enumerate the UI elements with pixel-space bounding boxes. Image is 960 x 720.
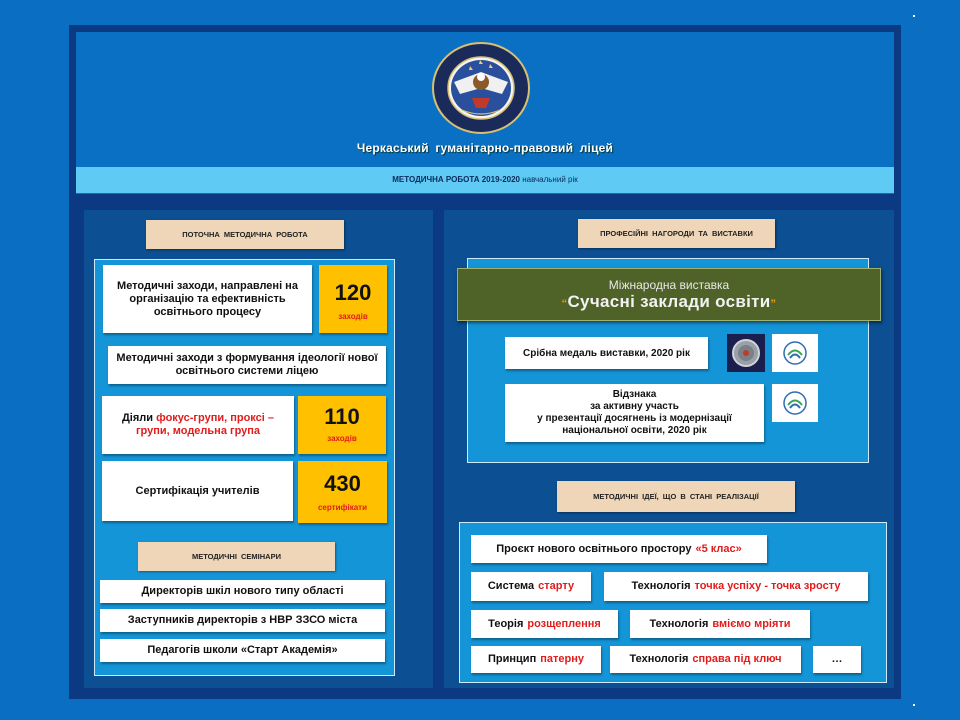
idea-tech3-highlight: справа під ключ (692, 653, 782, 665)
distinction-card: Відзнака за активну участь у презентації досягнень із модернізації національної освіти, 2020 рік (505, 384, 764, 442)
events-count-box (319, 265, 387, 333)
focus-groups-card (102, 396, 294, 454)
quote-open: “ (561, 298, 568, 310)
idea-system-card (471, 572, 591, 601)
ideology-events-card: Методичні заходи з формування ідеології нової освітнього системи ліцею (108, 346, 386, 384)
seminars-label: МЕТОДИЧНІ СЕМІНАРИ (138, 542, 335, 571)
corner-dot (913, 704, 915, 706)
idea-system-prefix: Система (487, 580, 535, 592)
idea-more-card: … (813, 646, 861, 673)
certificates-count: 430 (324, 471, 361, 496)
idea-project-highlight: «5 клас» (695, 542, 742, 555)
idea-tech1-highlight: точка успіху - точка зросту (694, 580, 841, 592)
idea-principle-highlight: патерну (540, 653, 584, 665)
idea-theory-highlight: розщеплення (527, 617, 601, 630)
idea-principle-prefix: Принцип (488, 653, 537, 665)
methodical-events-card: Методичні заходи, направлені на організацію та ефективність освітнього процесу (103, 265, 312, 333)
exhibition-name-text: Сучасні заклади освіти (567, 292, 771, 311)
idea-tech1-prefix: Технологія (631, 580, 691, 592)
quote-close: ” (770, 298, 777, 310)
current-work-label: ПОТОЧНА МЕТОДИЧНА РОБОТА (146, 220, 344, 249)
certificates-count-box (298, 461, 387, 523)
idea-tech3-card (610, 646, 801, 673)
idea-principle-card (471, 646, 601, 673)
banner-title: МЕТОДИЧНА РОБОТА 2019-2020 (392, 175, 523, 184)
certificates-unit: сертифікати (317, 503, 368, 512)
idea-tech3-prefix: Технологія (629, 653, 689, 665)
seminar-item: Директорів шкіл нового типу області (100, 580, 385, 603)
international-exhibition (457, 268, 881, 321)
focus-groups-highlight: фокус-групи, проксі – групи, модельна група (135, 412, 275, 437)
idea-theory-card (471, 610, 618, 638)
seminar-item: Заступників директорів з НВР ЗЗСО міста (100, 609, 385, 632)
groups-count: 110 (324, 404, 360, 429)
idea-theory-prefix: Теорія (488, 617, 524, 630)
methodical-work-banner (76, 167, 894, 193)
exhibition-name (458, 292, 880, 312)
teacher-certification-card: Сертифікація учителів (102, 461, 293, 521)
silver-medal-card: Срібна медаль виставки, 2020 рік (505, 337, 708, 369)
corner-dot (913, 15, 915, 17)
school-name: Черкаський гуманітарно-правовий ліцей (356, 141, 614, 155)
idea-tech2-card (630, 610, 810, 638)
groups-unit: заходів (327, 434, 357, 443)
idea-tech1-card (604, 572, 868, 601)
idea-tech2-prefix: Технологія (649, 617, 709, 630)
lyceum-seal-icon (432, 42, 530, 134)
exhibition-logo-icon (772, 334, 818, 372)
focus-groups-text (108, 412, 288, 438)
silver-medal-icon (727, 334, 765, 372)
events-unit: заходів (338, 312, 368, 321)
idea-project-card (471, 535, 767, 563)
events-count: 120 (334, 280, 372, 305)
groups-count-box (298, 396, 386, 454)
idea-project-prefix: Проєкт нового освітнього простору (496, 542, 692, 555)
banner-year-label: навчальний рік (522, 175, 578, 184)
focus-groups-prefix: Діяли (121, 412, 157, 424)
exhibition-logo-icon (772, 384, 818, 422)
awards-label: ПРОФЕСІЙНІ НАГОРОДИ ТА ВИСТАВКИ (578, 219, 775, 248)
idea-system-highlight: старту (538, 580, 575, 592)
seminar-item: Педагогів школи «Старт Академія» (100, 639, 385, 662)
ideas-label: МЕТОДИЧНІ ІДЕЇ, ЩО В СТАНІ РЕАЛІЗАЦІЇ (557, 481, 795, 512)
exhibition-title: Міжнародна виставка (608, 278, 730, 292)
idea-tech2-highlight: вміємо мріяти (712, 617, 791, 630)
